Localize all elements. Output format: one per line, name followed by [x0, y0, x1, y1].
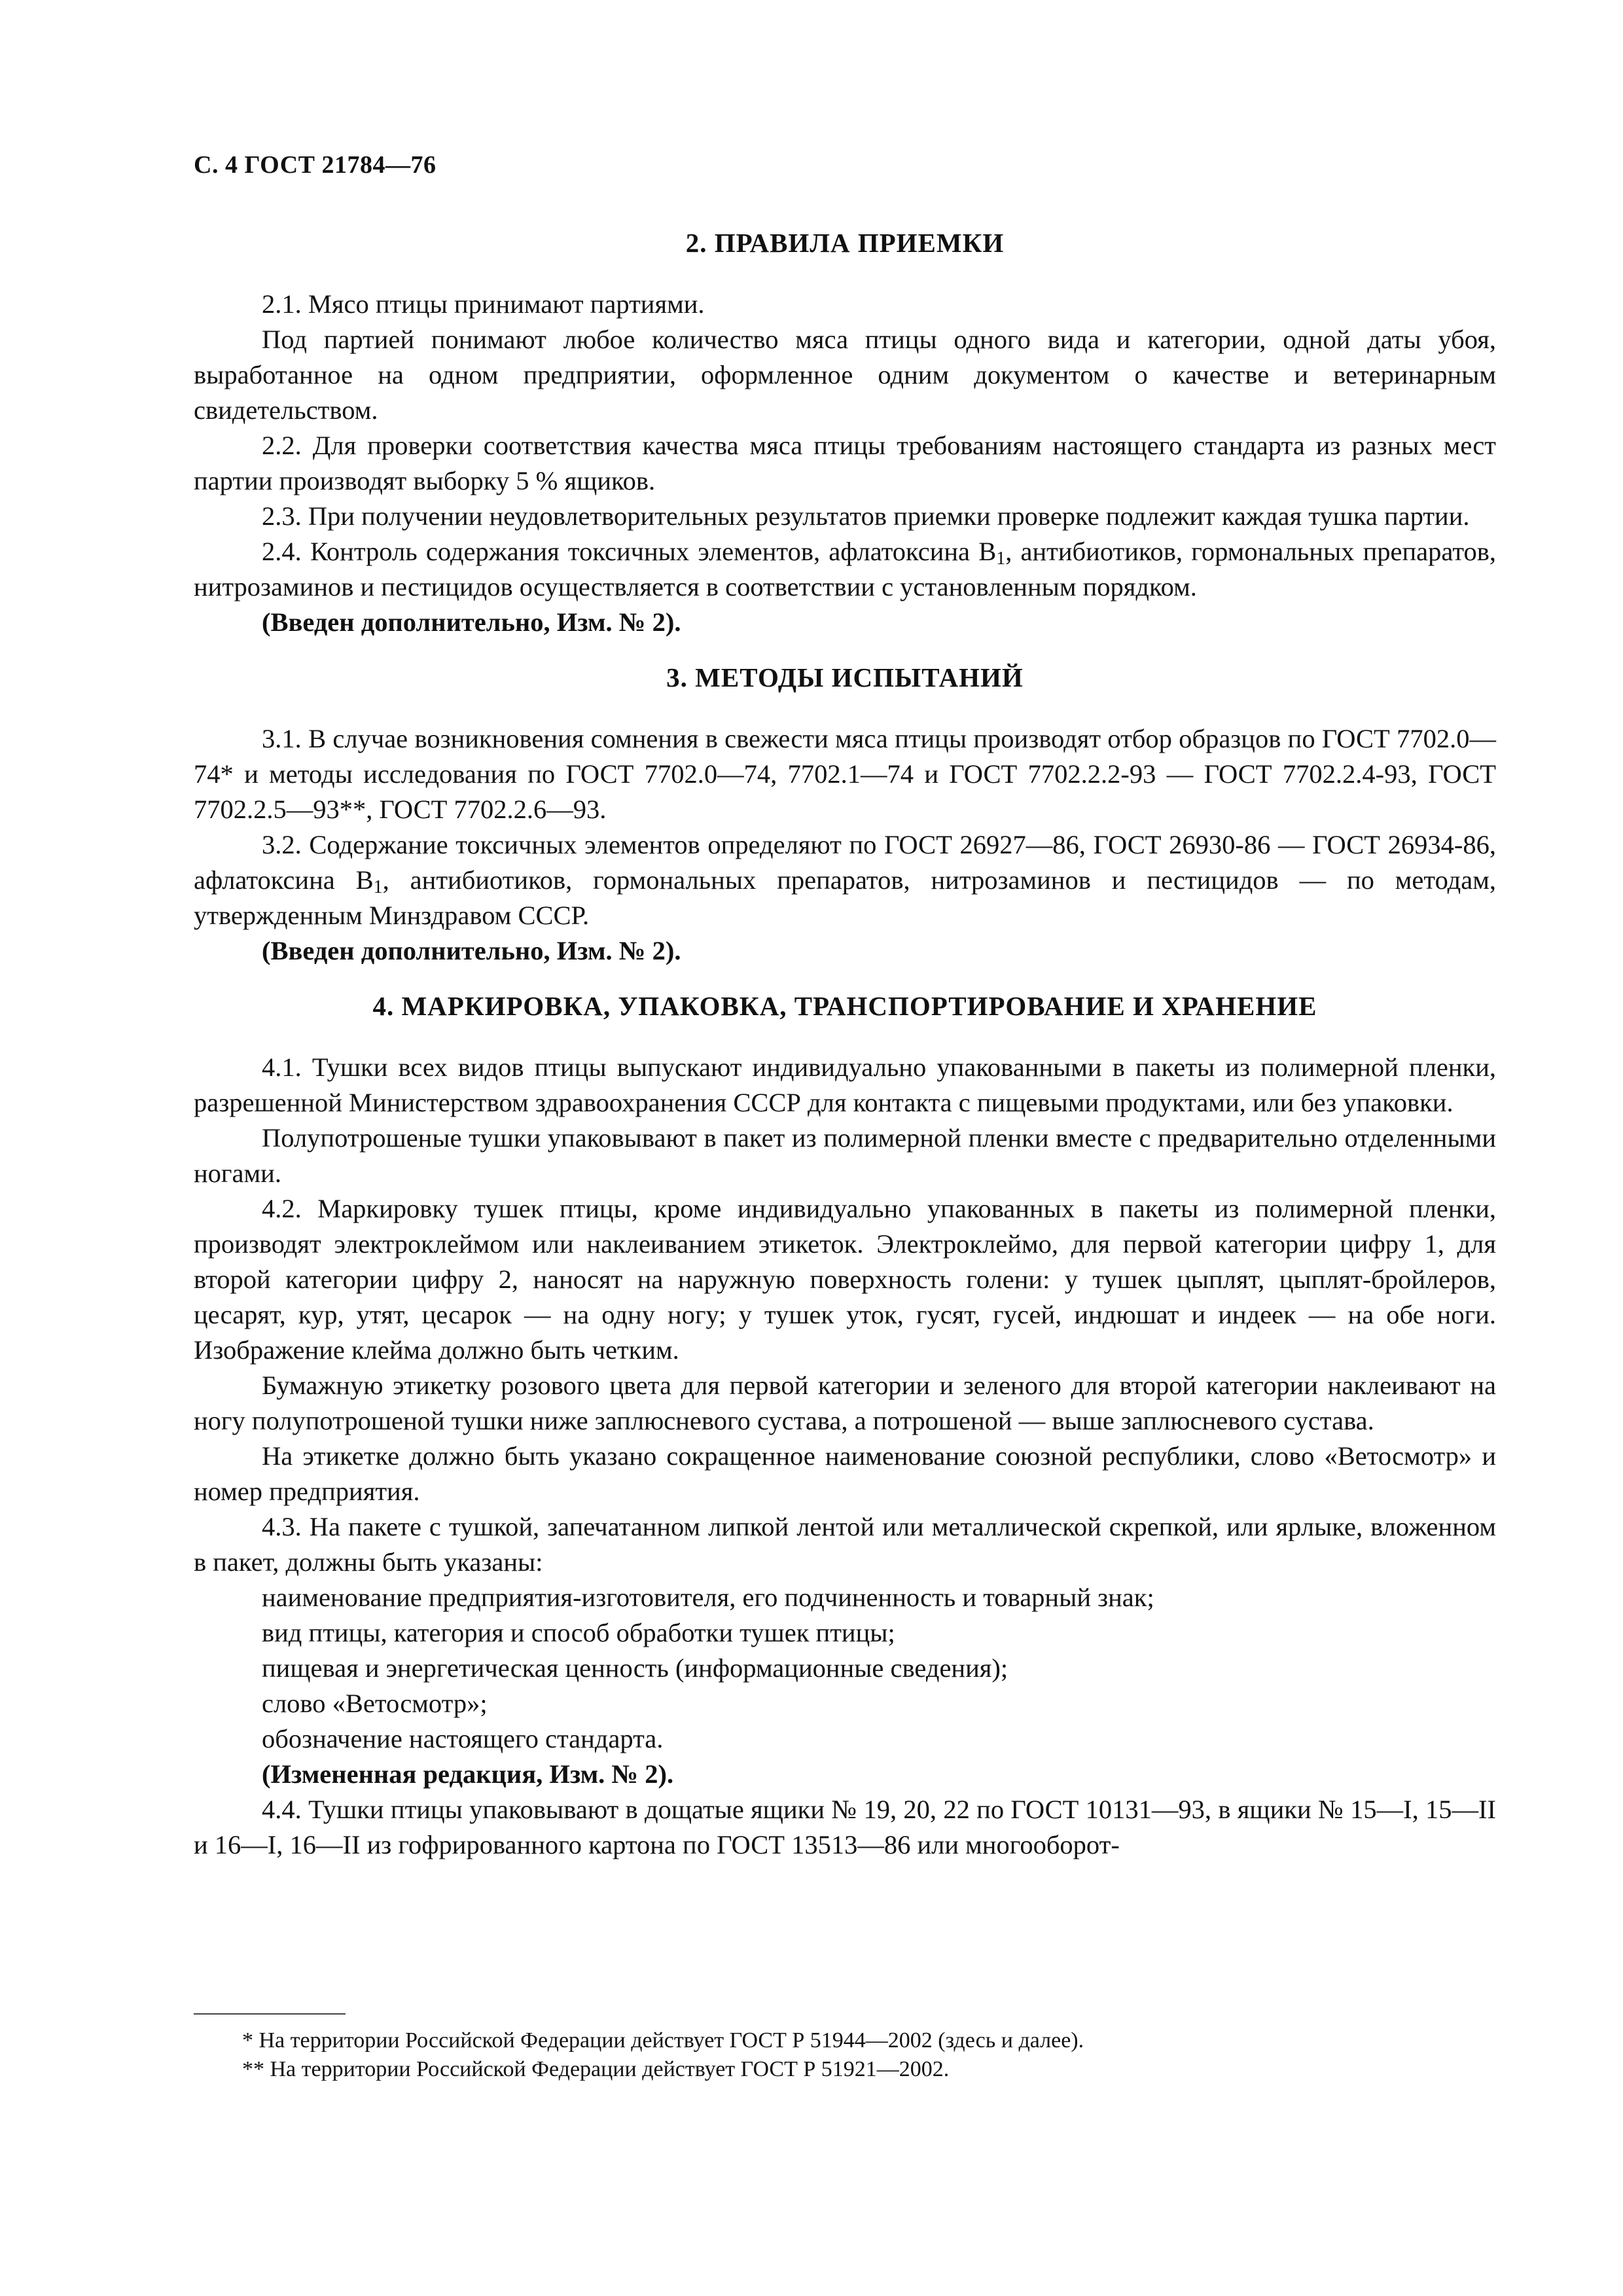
section-3-title: 3. МЕТОДЫ ИСПЫТАНИЙ	[666, 662, 1024, 692]
footnote-1: * На территории Российской Федерации действует ГОСТ Р 51944—2002 (здесь и далее).	[242, 2028, 1084, 2053]
page-header: С. 4 ГОСТ 21784—76	[194, 151, 437, 179]
paragraph-3-2-subscript: 1	[373, 877, 383, 897]
amendment-note-2: (Введен дополнительно, Изм. № 2).	[262, 607, 681, 637]
paragraph-4-2-label-content: На этикетке должно быть указано сокращенное наименование союзной республики, слово «Ветосмотр» и номер предприятия.	[194, 1441, 1496, 1506]
list-item: пищевая и энергетическая ценность (информационные сведения);	[262, 1653, 1008, 1683]
paragraph-4-1: 4.1. Тушки всех видов птицы выпускают индивидуально упакованными в пакеты из полимерной пленки, разрешенной Министерством здравоохранения СССР для контакта с пищевыми продуктами, или без упаковки.	[194, 1052, 1496, 1117]
list-item: наименование предприятия-изготовителя, его подчиненность и товарный знак;	[262, 1583, 1154, 1612]
paragraph-2-4	[194, 534, 1496, 605]
footnote-separator	[194, 2013, 346, 2015]
section-2-title: 2. ПРАВИЛА ПРИЕМКИ	[685, 228, 1005, 258]
amendment-note-4: (Измененная редакция, Изм. № 2).	[262, 1759, 674, 1789]
paragraph-3-1: 3.1. В случае возникновения сомнения в свежести мяса птицы производят отбор образцов по ГОСТ 7702.0—74* и методы исследования по ГОСТ 7702.0—74, 7702.1—74 и ГОСТ 7702.2.2-93 — ГОСТ 7702.2.4-93, ГОСТ 7702.2.5—93**, ГОСТ 7702.2.6—93.	[194, 724, 1496, 824]
paragraph-2-4-text-b: , антибиотиков, гормональных препаратов, нитрозаминов и пестицидов осуществляется в соответствии с установленным порядком.	[194, 537, 1496, 601]
section-4-title: 4. МАРКИРОВКА, УПАКОВКА, ТРАНСПОРТИРОВАНИЕ И ХРАНЕНИЕ	[372, 991, 1317, 1021]
list-item: слово «Ветосмотр»;	[262, 1689, 488, 1718]
paragraph-3-2-text-a: 3.2. Содержание токсичных элементов определяют по ГОСТ 26927—86, ГОСТ 26930-86 — ГОСТ 26934-86, афлатоксина В	[194, 830, 1496, 895]
paragraph-2-1: 2.1. Мясо птицы принимают партиями.	[262, 289, 705, 319]
paragraph-3-2-text-b: , антибиотиков, гормональных препаратов, нитрозаминов и пестицидов — по методам, утвержденным Минздравом СССР.	[194, 865, 1496, 930]
footnote-2: ** На территории Российской Федерации действует ГОСТ Р 51921—2002.	[242, 2057, 950, 2081]
amendment-note-3: (Введен дополнительно, Изм. № 2).	[262, 936, 681, 965]
paragraph-4-2-label: Бумажную этикетку розового цвета для первой категории и зеленого для второй категории наклеивают на ногу полупотрошеной тушки ниже заплюсневого сустава, а потрошеной — выше заплюсневого сустава.	[194, 1371, 1496, 1435]
paragraph-2-4-text-a: 2.4. Контроль содержания токсичных элементов, афлатоксина В	[262, 537, 997, 566]
list-item: обозначение настоящего стандарта.	[262, 1724, 664, 1753]
paragraph-4-3: 4.3. На пакете с тушкой, запечатанном липкой лентой или металлической скрепкой, или ярлыке, вложенном в пакет, должны быть указаны:	[194, 1512, 1496, 1577]
paragraph-3-2	[194, 827, 1496, 933]
footnotes	[242, 2026, 1084, 2084]
paragraph-2-2: 2.2. Для проверки соответствия качества мяса птицы требованиям настоящего стандарта из разных мест партии производят выборку 5 % ящиков.	[194, 431, 1496, 495]
paragraph-2-3: 2.3. При получении неудовлетворительных результатов приемки проверке подлежит каждая тушка партии.	[262, 501, 1470, 531]
paragraph-2-4-subscript: 1	[996, 548, 1006, 569]
list-item: вид птицы, категория и способ обработки тушек птицы;	[262, 1618, 895, 1647]
paragraph-4-1-semi: Полупотрошеные тушки упаковывают в пакет из полимерной пленки вместе с предварительно отделенными ногами.	[194, 1123, 1496, 1188]
paragraph-2-1-lot: Под партией понимают любое количество мяса птицы одного вида и категории, одной даты убоя, выработанное на одном предприятии, оформленное одним документом о качестве и ветеринарным свидетельством.	[194, 325, 1496, 425]
paragraph-4-2: 4.2. Маркировку тушек птицы, кроме индивидуально упакованных в пакеты из полимерной пленки, производят электроклеймом или наклеиванием этикеток. Электроклеймо, для первой категории цифру 1, для второй категории цифру 2, наносят на наружную поверхность голени: у тушек цыплят, цыплят-бройлеров, цесарят, кур, утят, цесарок — на одну ногу; у тушек уток, гусят, гусей, индюшат и индеек — на обе ноги. Изображение клейма должно быть четким.	[194, 1194, 1496, 1365]
paragraph-4-4: 4.4. Тушки птицы упаковывают в дощатые ящики № 19, 20, 22 по ГОСТ 10131—93, в ящики № 15—I, 15—II и 16—I, 16—II из гофрированного картона по ГОСТ 13513—86 или многооборот-	[194, 1795, 1496, 1859]
page-body	[194, 225, 1496, 1863]
